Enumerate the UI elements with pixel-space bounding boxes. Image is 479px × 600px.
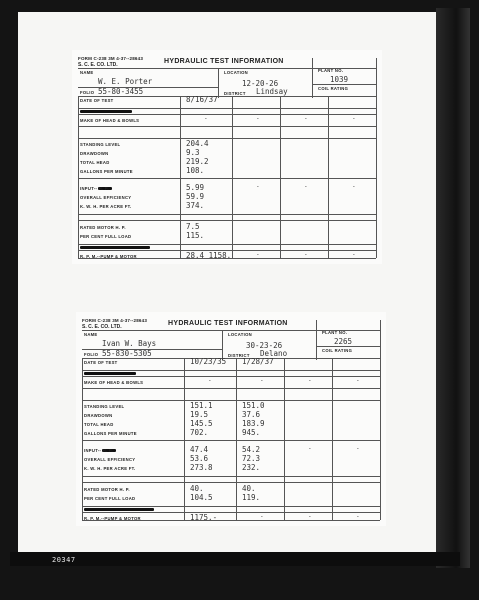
row-label-make: MAKE OF HEAD & BOWLS: [84, 380, 144, 385]
form-number: FORM C-238 3M 4-37--28643: [82, 318, 148, 323]
rule-line: [376, 58, 377, 258]
row-label-rpm: R. P. M.--PUMP & MOTOR: [80, 254, 137, 259]
location-label: LOCATION: [224, 70, 248, 75]
cell-drawdown-col2: 37.6: [242, 410, 261, 419]
rule-line: [236, 358, 237, 520]
row-label-input-hp: INPUT-- H. P.: [84, 448, 113, 453]
cell-make-col3: -: [304, 115, 308, 122]
rule-line: [222, 330, 223, 360]
rule-line: [316, 346, 380, 347]
row-label-gpm: GALLONS PER MINUTE: [80, 169, 133, 174]
cell-date-col1: 8/16/37: [186, 95, 218, 104]
row-label-make: MAKE OF HEAD & BOWLS: [80, 118, 140, 123]
cell-date-col1: 10/23/35: [190, 357, 227, 366]
cell-kwh-col2: 232.: [242, 463, 261, 472]
row-label-overall-eff: OVERALL EFFICIENCY: [84, 457, 136, 462]
test-card-bays: [76, 312, 386, 526]
rule-line: [328, 96, 329, 258]
rule-line: [78, 114, 376, 115]
rule-line: [82, 506, 380, 507]
plant-no-label: PLANT NO.: [322, 330, 348, 335]
cell-total-head-col2: 183.9: [242, 419, 265, 428]
cell-input-hp-col1: 5.99: [186, 183, 205, 192]
cell-overall-eff-col1: 59.9: [186, 192, 205, 201]
redaction-mark: [84, 372, 136, 375]
plant-no-value: 2265: [334, 337, 353, 346]
rule-line: [78, 244, 376, 245]
form-number: FORM C-238 3M 4-37--28643: [78, 56, 144, 61]
cell-gpm-col1: 702.: [190, 428, 209, 437]
cell-gpm-col2: 945.: [242, 428, 261, 437]
row-label-gpm: GALLONS PER MINUTE: [84, 431, 137, 436]
redaction-mark: [80, 246, 150, 249]
rule-line: [184, 358, 185, 520]
cell-rated-motor-col1: 7.5: [186, 222, 200, 231]
cell-drawdown-col1: 19.5: [190, 410, 209, 419]
district-label: DISTRICT: [228, 353, 250, 358]
location-label: LOCATION: [228, 332, 252, 337]
cell-drawdown-col1: 9.3: [186, 148, 200, 157]
cell-input-hp-col3: -: [304, 183, 308, 190]
company-name: S. C. E. CO. LTD.: [82, 324, 122, 330]
cell-standing-level-col2: 151.0: [242, 401, 265, 410]
cell-input-hp-col4: -: [356, 445, 360, 452]
folio-value: 55-80-3455: [98, 87, 144, 96]
rule-line: [312, 58, 313, 98]
row-label-date: DATE OF TEST: [80, 98, 114, 103]
row-label-input-hp: INPUT-- H. P.: [80, 186, 109, 191]
row-label-total-head: TOTAL HEAD: [80, 160, 110, 165]
rule-line: [78, 96, 376, 97]
rule-line: [180, 96, 181, 258]
rule-line: [284, 358, 285, 520]
cell-total-head-col1: 219.2: [186, 157, 209, 166]
cell-overall-eff-col1: 53.6: [190, 454, 209, 463]
cell-input-hp-col1: 47.4: [190, 445, 209, 454]
cell-make-col3: -: [308, 377, 312, 384]
plant-no-value: 1039: [330, 75, 349, 84]
card-title: HYDRAULIC TEST INFORMATION: [164, 58, 284, 65]
cell-rpm-col1: 28.4 1158.: [186, 251, 232, 260]
name-label: NAME: [80, 70, 94, 75]
rule-line: [78, 126, 376, 127]
owner-name: W. E. Porter: [98, 77, 153, 86]
row-label-kwh: K. W. H. PER ACRE FT.: [84, 466, 136, 471]
cell-standing-level-col1: 151.1: [190, 401, 213, 410]
cell-rated-motor-col2: 40.: [242, 484, 256, 493]
rule-line: [78, 178, 376, 179]
redaction-mark: [80, 110, 132, 113]
rule-line: [82, 476, 380, 477]
cell-rpm-col3: -: [308, 513, 312, 520]
cell-kwh-col1: 374.: [186, 201, 205, 210]
cell-pct-load-col1: 115.: [186, 231, 205, 240]
rule-line: [280, 96, 281, 258]
folio-value: 55-830-5305: [102, 349, 152, 358]
district-value: Delano: [260, 349, 288, 358]
film-edge: [436, 8, 470, 568]
cell-input-hp-col3: -: [308, 445, 312, 452]
district-label: DISTRICT: [224, 91, 246, 96]
negative-number: 20347: [52, 556, 76, 564]
redaction-mark: [84, 508, 154, 511]
cell-make-col4: -: [356, 377, 360, 384]
test-card-porter: [72, 50, 382, 264]
cell-standing-level-col1: 204.4: [186, 139, 209, 148]
cell-date-col2: 1/28/37: [242, 357, 274, 366]
rule-line: [312, 84, 376, 85]
cell-rated-motor-col1: 40.: [190, 484, 204, 493]
rule-line: [332, 358, 333, 520]
row-label-overall-eff: OVERALL EFFICIENCY: [80, 195, 132, 200]
rule-line: [78, 108, 376, 109]
cell-rpm-col4: -: [356, 513, 360, 520]
cell-rpm-col3: -: [304, 251, 308, 258]
company-name: S. C. E. CO. LTD.: [78, 62, 118, 68]
cell-total-head-col1: 145.5: [190, 419, 213, 428]
rule-line: [380, 320, 381, 520]
cell-make-col2: -: [256, 115, 260, 122]
plant-no-label: PLANT NO.: [318, 68, 344, 73]
row-label-rated-motor: RATED MOTOR H. P.: [84, 487, 130, 492]
rule-line: [78, 220, 376, 221]
rule-line: [82, 388, 380, 389]
rule-line: [82, 400, 380, 401]
location-value: 12-20-26: [242, 79, 279, 88]
row-label-pct-load: PER CENT FULL LOAD: [84, 496, 136, 501]
cell-gpm-col1: 108.: [186, 166, 205, 175]
rule-line: [78, 96, 79, 258]
film-bottom-edge: [10, 552, 460, 566]
rule-line: [82, 512, 380, 513]
owner-name: Ivan W. Bays: [102, 339, 157, 348]
row-label-drawdown: DRAWDOWN: [84, 413, 113, 418]
rule-line: [82, 440, 380, 441]
cell-make-col1: -: [204, 115, 208, 122]
row-label-rated-motor: RATED MOTOR H. P.: [80, 225, 126, 230]
row-label-standing-level: STANDING LEVEL: [80, 142, 121, 147]
cell-make-col4: -: [352, 115, 356, 122]
row-label-kwh: K. W. H. PER ACRE FT.: [80, 204, 132, 209]
row-label-rpm: R. P. M.--PUMP & MOTOR: [84, 516, 141, 521]
cell-make-col1: -: [208, 377, 212, 384]
coil-rating-label: COIL RATING: [322, 348, 353, 353]
cell-rpm-col1: 1175.-: [190, 513, 218, 522]
rule-line: [218, 68, 219, 98]
folio-label: FOLIO: [80, 90, 95, 95]
cell-rpm-col2: -: [260, 513, 264, 520]
name-label: NAME: [84, 332, 98, 337]
rule-line: [82, 358, 380, 359]
cell-rpm-col4: -: [352, 251, 356, 258]
rule-line: [78, 138, 376, 139]
location-value: 30-23-26: [246, 341, 283, 350]
cell-rpm-col2: -: [256, 251, 260, 258]
cell-input-hp-col2: -: [256, 183, 260, 190]
card-title: HYDRAULIC TEST INFORMATION: [168, 320, 288, 327]
cell-pct-load-col2: 119.: [242, 493, 261, 502]
rule-line: [82, 370, 380, 371]
row-label-drawdown: DRAWDOWN: [80, 151, 109, 156]
rule-line: [82, 358, 83, 520]
row-label-pct-load: PER CENT FULL LOAD: [80, 234, 132, 239]
rule-line: [82, 376, 380, 377]
cell-input-hp-col2: 54.2: [242, 445, 261, 454]
cell-pct-load-col1: 104.5: [190, 493, 213, 502]
row-label-standing-level: STANDING LEVEL: [84, 404, 125, 409]
cell-input-hp-col4: -: [352, 183, 356, 190]
rule-line: [82, 482, 380, 483]
cell-make-col2: -: [260, 377, 264, 384]
cell-kwh-col1: 273.8: [190, 463, 213, 472]
district-value: Lindsay: [256, 87, 288, 96]
row-label-total-head: TOTAL HEAD: [84, 422, 114, 427]
row-label-date: DATE OF TEST: [84, 360, 118, 365]
rule-line: [316, 320, 317, 360]
coil-rating-label: COIL RATING: [318, 86, 349, 91]
cell-overall-eff-col2: 72.3: [242, 454, 261, 463]
rule-line: [232, 96, 233, 258]
folio-label: FOLIO: [84, 352, 99, 357]
rule-line: [78, 214, 376, 215]
